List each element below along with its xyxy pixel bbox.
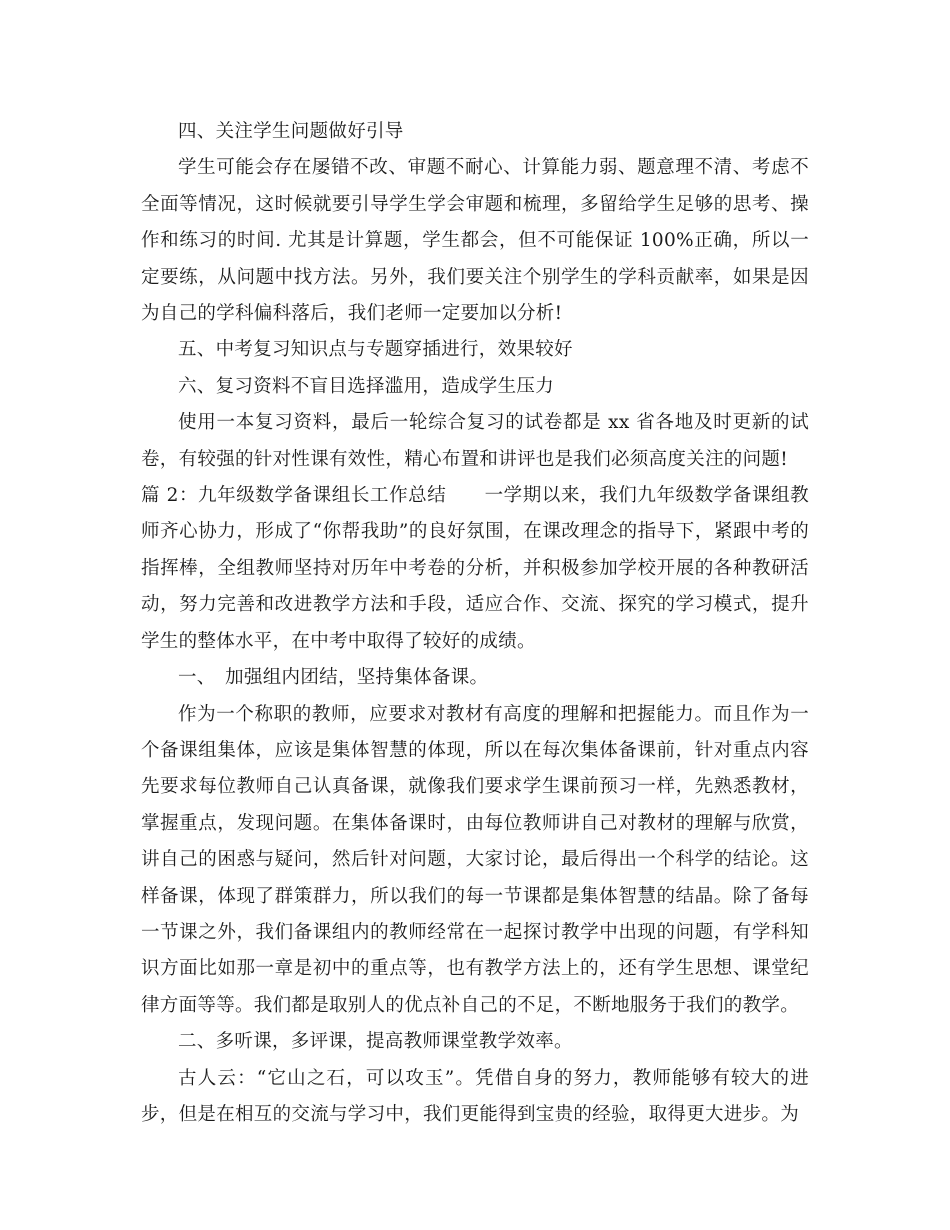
section-heading-1: 一、 加强组内团结，坚持集体备课。 <box>178 667 489 689</box>
section-heading-4: 四、关注学生问题做好引导 <box>178 121 404 142</box>
paragraph-collective-lesson-prep: 作为一个称职的教师，应要求对教材有高度的理解和把握能力。而且作为一个备课组集体，应该是集体智慧的体现，所以在每次集体备课前，针对重点内容先要求每位教师自己认真备课，就像我们要求学生课前预习一样，先熟悉教材，掌握重点，发现问题。在集体备课时，由每位教师讲自己对教材的理解与欣赏，讲自己的困惑与疑问，然后针对问题，大家讨论，最后得出一个科学的结论。这样备课，体现了群策群力，所以我们的每一节课都是集体智慧的结晶。除了备每一节课之外，我们备课组内的教师经常在一起探讨教学中出现的问题，有学科知识方面比如那一章是初中的重点等，也有教学方法上的，还有学生思想、课堂纪律方面等等。我们都是取别人的优点补自己的不足，不断地服务于我们的教学。 <box>141 703 809 1016</box>
document-body <box>141 114 809 1133</box>
section-heading-5: 五、中考复习知识点与专题穿插进行，效果较好 <box>178 339 573 361</box>
section-heading-6: 六、复习资料不盲目选择滥用，造成学生压力 <box>178 375 555 397</box>
paragraph-part2-intro: 篇 2：九年级数学备课组长工作总结 一学期以来，我们九年级数学备课组教师齐心协力，形成了“你帮我助”的良好氛围，在课改理念的指导下，紧跟中考的指挥棒，全组教师坚持对历年中考卷的分析，并积极参加学校开展的各种教研活动，努力完善和改进教学方法和手段，适应合作、交流、探究的学习模式，提升学生的整体水平，在中考中取得了较好的成绩。 <box>141 485 809 652</box>
paragraph-student-guidance: 学生可能会存在屡错不改、审题不耐心、计算能力弱、题意理不清、考虑不全面等情况，这时候就要引导学生学会审题和梳理，多留给学生足够的思考、操作和练习的时间. 尤其是计算题，学生都会，但不可能保证 100%正确，所以一定要练，从问题中找方法。另外，我们要关注个别学生的学科贡献率，如果是因为自己的学科偏科落后，我们老师一定要加以分析! <box>141 157 809 325</box>
paragraph-lesson-observation: 古人云：“它山之石，可以攻玉”。凭借自身的努力，教师能够有较大的进步，但是在相互的交流与学习中，我们更能得到宝贵的经验，取得更大进步。为 <box>141 1067 809 1125</box>
section-heading-2: 二、多听课，多评课，提高教师课堂教学效率。 <box>178 1031 573 1053</box>
paragraph-review-materials: 使用一本复习资料，最后一轮综合复习的试卷都是 xx 省各地及时更新的试卷，有较强的针对性课有效性，精心布置和讲评也是我们必须高度关注的问题! <box>141 412 809 470</box>
